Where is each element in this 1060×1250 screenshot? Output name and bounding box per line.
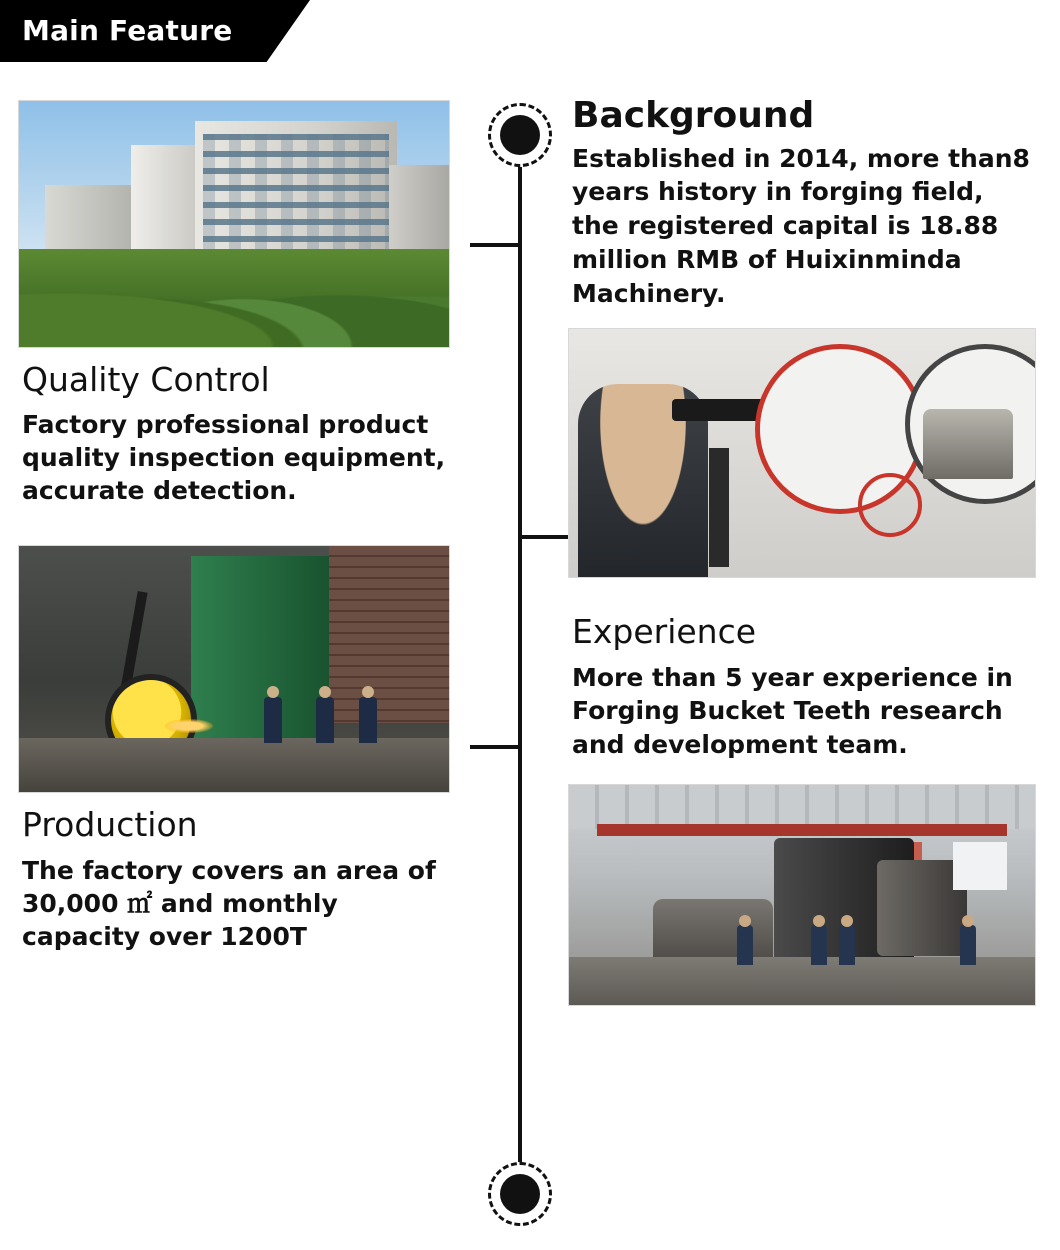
forged-part	[923, 409, 1013, 479]
worker-figure	[737, 925, 753, 965]
spacer	[568, 578, 1036, 600]
worker-figure	[839, 925, 855, 965]
page-title: Main Feature	[22, 14, 233, 47]
production-text: The factory covers an area of 30,000 ㎡ and monthly capacity over 1200T	[22, 855, 436, 951]
quality-control-text: Factory professional product quality inspection equipment, accurate detection.	[22, 410, 446, 506]
production-heading: Production	[22, 805, 198, 845]
hot-billet-glow	[165, 719, 213, 733]
quality-control-heading: Quality Control	[22, 360, 270, 399]
left-column	[18, 100, 450, 953]
timeline-tick-left-1	[470, 243, 520, 247]
spacer	[568, 310, 1036, 328]
worker-figure	[316, 697, 334, 743]
workshop-floor	[19, 738, 449, 792]
office-building-photo	[18, 100, 450, 348]
factory-plant-photo	[568, 784, 1036, 1006]
brick-wall	[329, 546, 449, 723]
worker-figure	[264, 697, 282, 743]
timeline-tick-left-2	[470, 745, 520, 749]
right-column	[568, 96, 1036, 1006]
timeline-node-bottom-icon	[488, 1162, 552, 1226]
worker-figure	[359, 697, 377, 743]
timeline-tick-right-1	[518, 535, 568, 539]
background-text: Established in 2014, more than8 years history in forging field, the registered capital is 18.88 million RMB of Huixinminda Machinery.	[572, 143, 1030, 308]
experience-text: More than 5 year experience in Forging Bucket Teeth research and development team.	[572, 662, 1013, 760]
forging-press-workshop-photo	[18, 545, 450, 793]
timeline-node-dot	[500, 1174, 540, 1214]
right-block-background	[568, 96, 1036, 578]
timeline-node-top-icon	[488, 103, 552, 167]
highlight-marker	[858, 473, 922, 537]
roof-beam	[597, 824, 1007, 836]
timeline-axis	[518, 135, 522, 1185]
background-heading: Background	[572, 95, 815, 136]
spacer	[568, 762, 1036, 784]
worker-figure	[960, 925, 976, 965]
plant-roof	[569, 785, 1035, 829]
spacer	[18, 507, 450, 545]
worker-figure	[811, 925, 827, 965]
experience-heading: Experience	[572, 612, 757, 652]
device-stand	[709, 448, 729, 567]
main-feature-banner	[0, 0, 310, 62]
left-block-quality-control	[18, 100, 450, 507]
tree-line	[19, 249, 449, 347]
wall-window	[953, 842, 1007, 890]
left-block-production	[18, 545, 450, 952]
timeline-node-dot	[500, 115, 540, 155]
quality-inspection-photo	[568, 328, 1036, 578]
right-block-experience	[568, 614, 1036, 1006]
